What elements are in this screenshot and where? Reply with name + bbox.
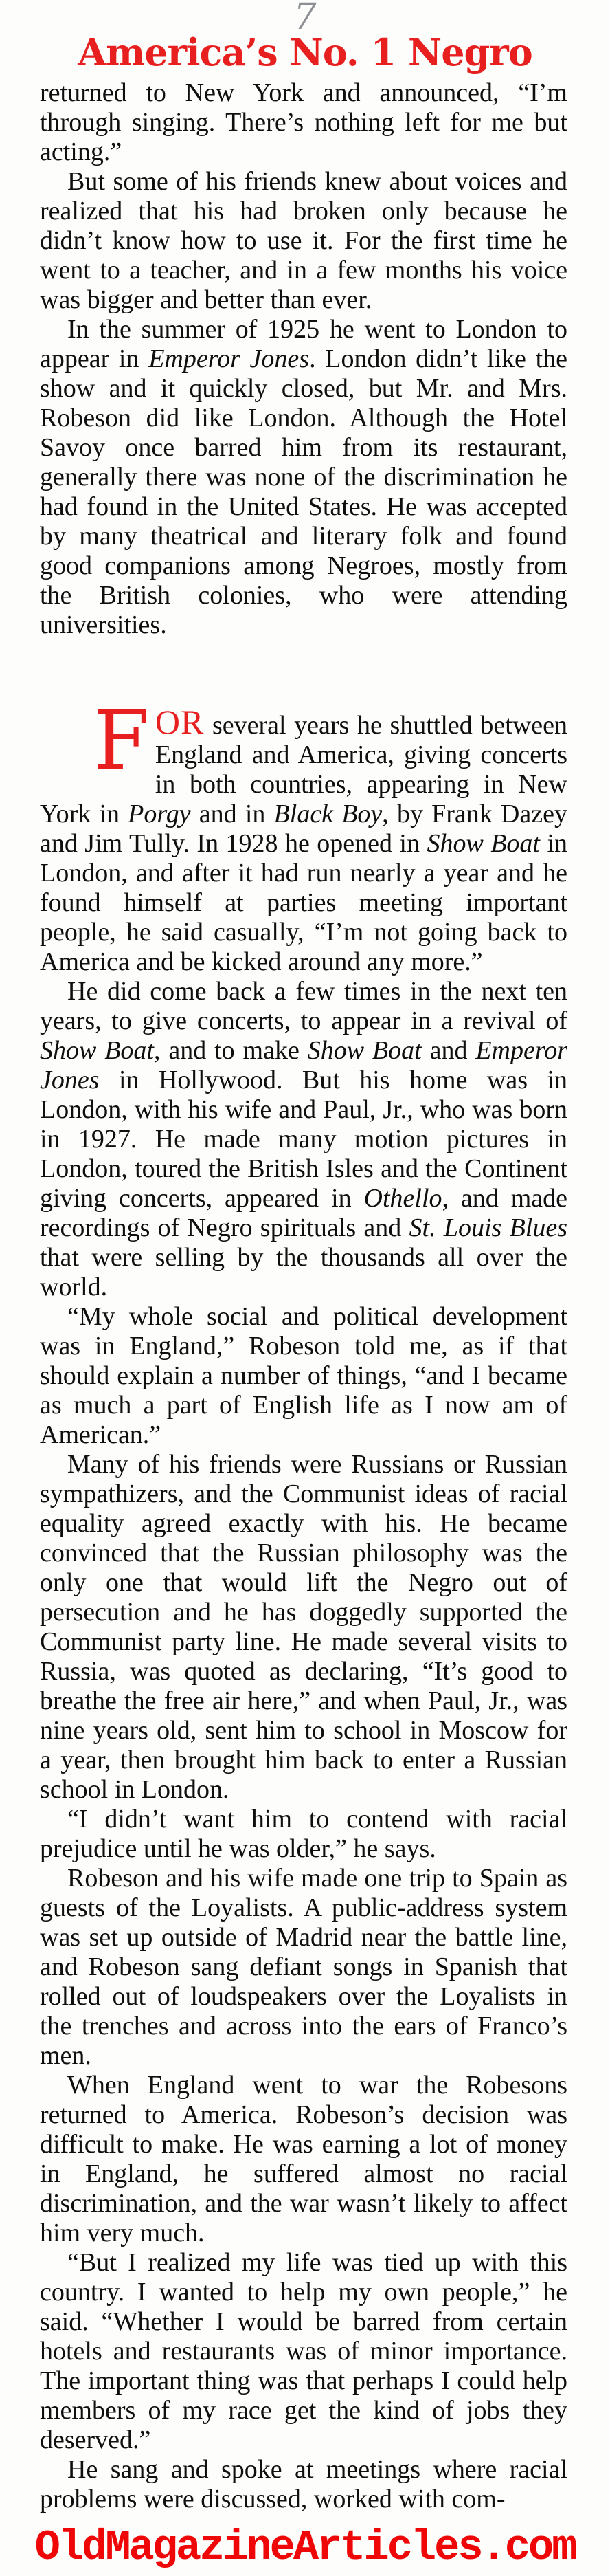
- body-text: , and made recordings of Negro spirituals and: [40, 1184, 568, 1242]
- dropcap-rest-letters: OR: [155, 703, 205, 741]
- paragraph: [40, 1864, 567, 2071]
- italic-title-text: Black Boy: [273, 800, 383, 828]
- body-text: “My whole social and political development was in England,” Robeson told me, as if that should explain a number of things, “and I became as much a part of English life as I now am of American.”: [40, 1302, 567, 1449]
- article-body: [0, 71, 610, 2514]
- body-text: several years he shuttled between England and America, giving concerts in both countries, appearing in New York in: [40, 711, 567, 828]
- paragraph: [40, 2248, 567, 2455]
- paragraph: [40, 2455, 567, 2514]
- paragraph: [40, 315, 567, 640]
- body-text: He did come back a few times in the next ten years, to give concerts, to appear in a revival of: [40, 977, 567, 1035]
- body-text: Many of his friends were Russians or Russian sympathizers, and the Communist ideas of racial equality agreed exactly with his. He became convinced that the Russian philosophy was the only one that would lift the Negro out of persecution and he has doggedly supported the Communist party line. He made several visits to Russia, was quoted as declaring, “It’s good to breathe the free air here,” and when Paul, Jr., was nine years old, sent him to school in Moscow for a year, then brought him back to enter a Russian school in London.: [40, 1450, 567, 1804]
- paragraph: [40, 693, 567, 977]
- paragraph: [40, 977, 567, 1302]
- italic-title-text: Porgy: [128, 800, 191, 828]
- italic-title-text: Show Boat: [307, 1036, 422, 1065]
- body-text: “But I realized my life was tied up with this country. I wanted to help my own people,” he said. “Whether I would be barred from certain hotels and restaurants was of minor importance. The important thing was that perhaps I could help members of my race get the kind of jobs they deserved.”: [40, 2248, 567, 2454]
- dropcap-letter: F: [93, 693, 150, 788]
- article-title: America’s No. 1 Negro: [78, 30, 532, 74]
- body-text: He sang and spoke at meetings where racial problems were discussed, worked with com-: [40, 2455, 567, 2513]
- paragraph: [40, 167, 567, 315]
- paragraph: [40, 1805, 567, 1864]
- paragraph: [40, 1450, 567, 1805]
- body-text: that were selling by the thousands all over the world.: [40, 1243, 567, 1301]
- body-text: In the summer of 1925 he went to London to appear in: [40, 315, 567, 373]
- body-text: . London didn’t like the show and it quickly closed, but Mr. and Mrs. Robeson did like London. Although the Hotel Savoy once barred him from its restaurant, generally there was none of the discrimination he had found in the United States. He was accepted by many theatrical and literary folk and found good companions among Negroes, mostly from the British colonies, who were attending universities.: [40, 344, 568, 639]
- body-text: , by Frank Dazey and Jim Tully. In 1928 he opened in: [40, 800, 567, 858]
- italic-title-text: St. Louis Blues: [409, 1213, 567, 1242]
- italic-title-text: Show Boat: [40, 1036, 154, 1065]
- body-text: Robeson and his wife made one trip to Spain as guests of the Loyalists. A public-address system was set up outside of Madrid near the battle line, and Robeson sang defiant songs in Spanish that rolled out of loudspeakers over the Loyalists in the trenches and across into the ears of Franco’s men.: [40, 1864, 567, 2070]
- body-text: and in: [190, 800, 274, 828]
- body-text: in Hollywood. But his home was in London, with his wife and Paul, Jr., who was born in 1927. He made many motion pictures in London, toured the British Isles and the Continent giving concerts, appeared in: [40, 1066, 567, 1213]
- body-text: and: [421, 1036, 476, 1065]
- body-text: returned to New York and announced, “I’m through singing. There’s nothing left for me but acting.”: [40, 78, 567, 166]
- italic-title-text: Emperor Jones: [40, 1036, 567, 1094]
- paragraph: [40, 2071, 567, 2248]
- page-number: 7: [293, 0, 317, 38]
- body-text: When England went to war the Robesons returned to America. Robeson’s decision was difficult to make. He was earning a lot of money in England, he suffered almost no racial discrimination, and the war wasn’t likely to affect him very much.: [40, 2071, 567, 2247]
- paragraph: [40, 78, 567, 167]
- body-text: But some of his friends knew about voices and realized that his had broken only because he didn’t know how to use it. For the first time he went to a teacher, and in a few months his voice was bigger and better than ever.: [40, 167, 567, 314]
- italic-title-text: Show Boat: [427, 829, 540, 858]
- body-text: “I didn’t want him to contend with racial prejudice until he was older,” he says.: [40, 1805, 567, 1863]
- italic-title-text: Othello: [363, 1184, 442, 1213]
- body-text: , and to make: [154, 1036, 308, 1065]
- paragraph: [40, 1302, 567, 1450]
- body-text: in London, and after it had run nearly a year and he found himself at parties meeting important people, he said casually, “I’m not going back to America and be kicked around any more.”: [40, 829, 567, 976]
- watermark-footer: OldMagazineArticles.com: [0, 2522, 610, 2575]
- italic-title-text: Emperor Jones: [148, 344, 310, 373]
